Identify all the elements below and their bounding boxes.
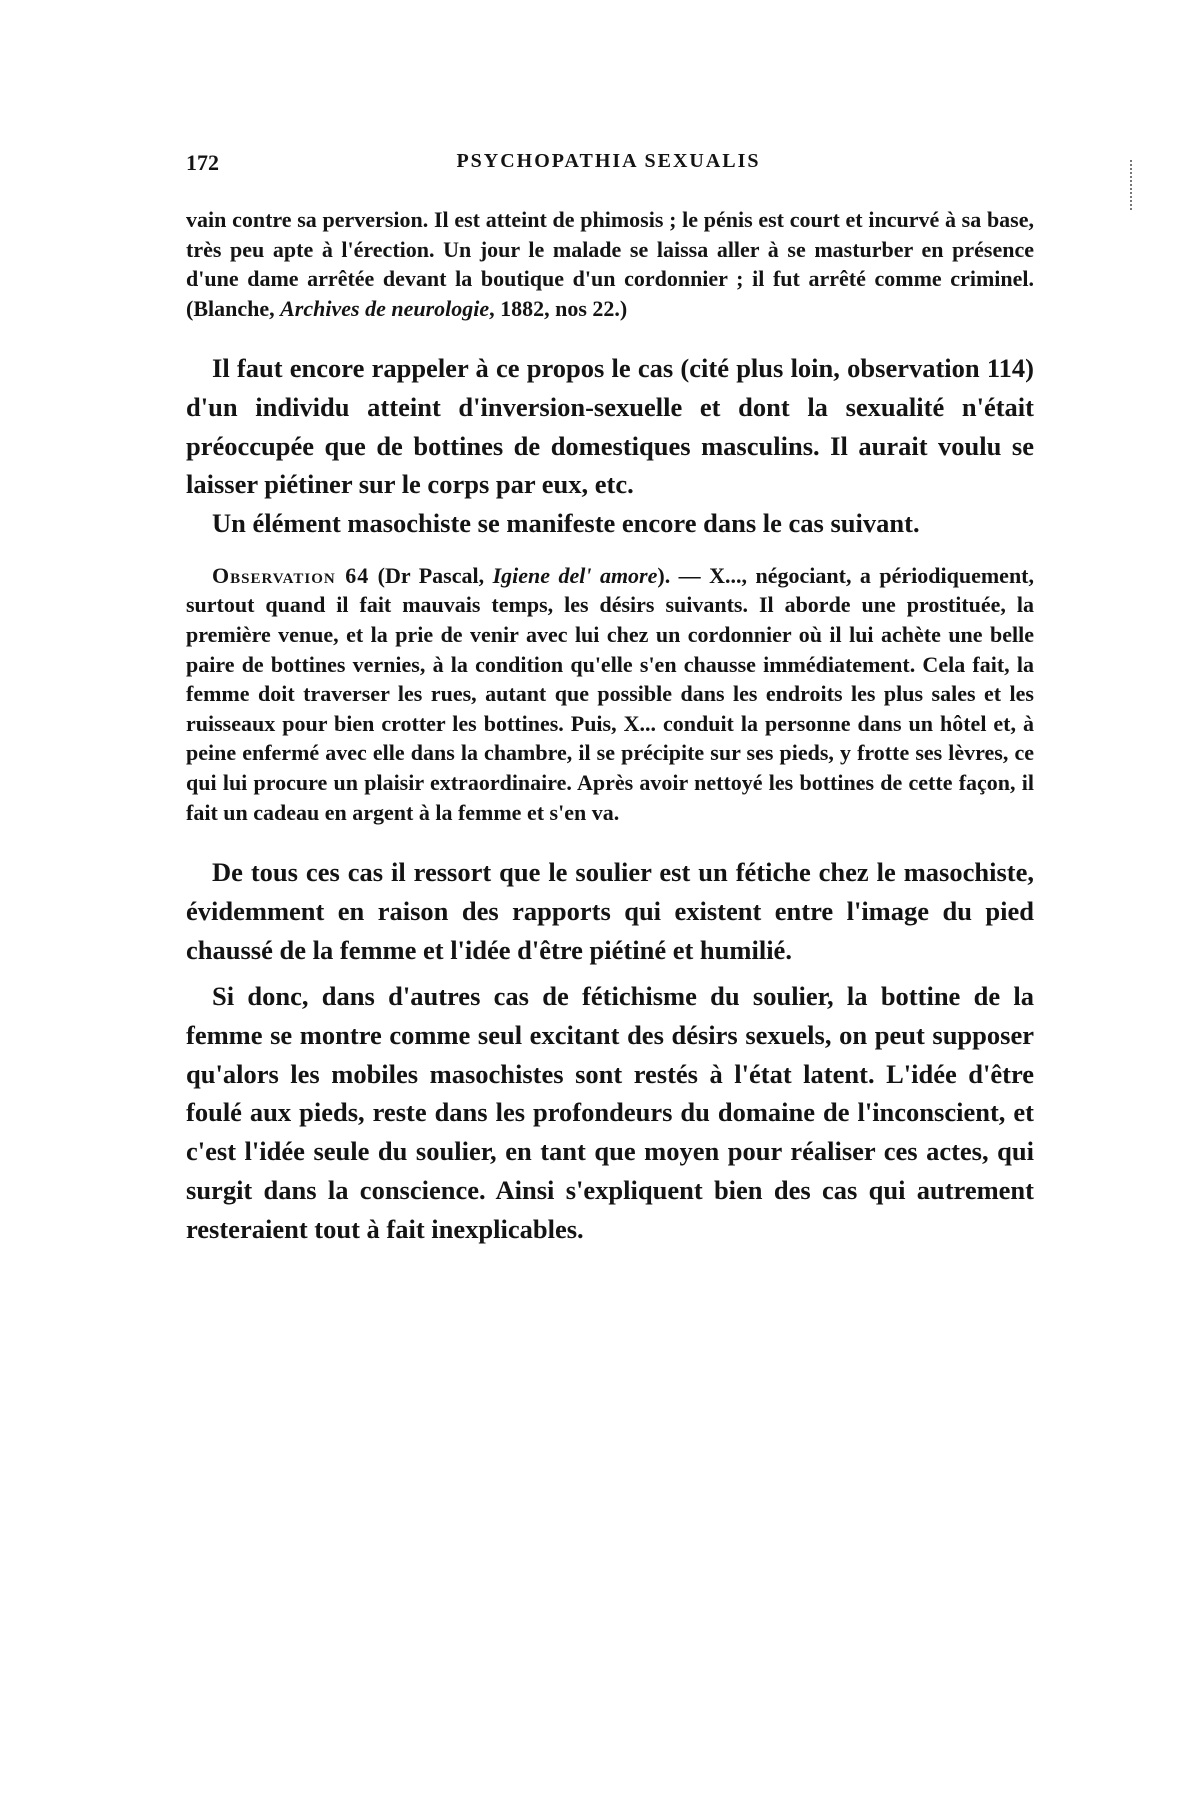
observation-source-title: Igiene del' amore	[492, 562, 658, 588]
observation-label: Observation 64	[212, 562, 370, 588]
body-text	[186, 205, 1034, 1248]
p1-end: , 1882, nos 22.)	[489, 295, 628, 321]
page-number: 172	[186, 150, 219, 175]
observation-author: (Dr Pascal,	[369, 562, 493, 588]
observation-body: ). — X..., négociant, a périodiquement, surtout quand il fait mauvais temps, les désirs suivants. Il aborde une prostituée, la première venue, et la prie de venir avec lui chez un cordonnier où il lui achète une belle paire de bottines vernies, à la condition qu'elle s'en chausse immédiatement. Cela fait, la femme doit traverser les rues, autant que possible dans les endroits les plus sales et les ruisseaux pour bien crotter les bottines. Puis, X... conduit la personne dans un hôtel et, à peine enfermé avec elle dans la chambre, il se précipite sur ses pieds, y frotte ses lèvres, ce qui lui procure un plaisir extraordinaire. Après avoir nettoyé les bottines de cette façon, il fait un cadeau en argent à la femme et s'en va.	[186, 562, 1034, 825]
p1-text: vain contre sa perversion. Il est atteint de phimosis ; le pénis est court et incurvé à sa base, très peu apte à l'érection. Un jour le malade se laissa aller à se masturber en présence d'une dame arrêtée devant la boutique d'un cordonnier ; il fut arrêté comme criminel. (Blanche,	[186, 207, 1034, 321]
p1-citation: Archives de neurologie	[280, 295, 490, 321]
paragraph-masochist-element: Un élément masochiste se manifeste encore dans le cas suivant.	[212, 508, 920, 539]
running-title: PSYCHOPATHIA SEXUALIS	[456, 150, 761, 172]
observation-64	[186, 561, 1034, 827]
paragraph-inversion-case: Il faut encore rappeler à ce propos le cas (cité plus loin, observation 114) d'un individu atteint d'inversion-sexuelle et dont la sexualité n'était préoccupée que de bottines de domestiques masculins. Il aurait voulu se laisser piétiner sur le corps par eux, etc.	[186, 353, 1034, 500]
paragraph-continuation	[186, 205, 1034, 323]
paragraph-conclusion: Si donc, dans d'autres cas de fétichisme du soulier, la bottine de la femme se montre comme seul excitant des désirs sexuels, on peut supposer qu'alors les mobiles masochistes sont restés à l'état latent. L'idée d'être foulé aux pieds, reste dans les profondeurs du domaine de l'inconscient, et c'est l'idée seule du soulier, en tant que moyen pour réaliser ces actes, qui surgit dans la conscience. Ainsi s'expliquent bien des cas qui autrement resteraient tout à fait inexplicables.	[186, 981, 1034, 1244]
paragraph-shoe-fetish: De tous ces cas il ressort que le soulier est un fétiche chez le masochiste, évidemment en raison des rapports qui existent entre l'image du pied chaussé de la femme et l'idée d'être piétiné et humilié.	[186, 857, 1034, 965]
margin-mark	[1130, 160, 1136, 210]
running-head	[186, 150, 1031, 178]
